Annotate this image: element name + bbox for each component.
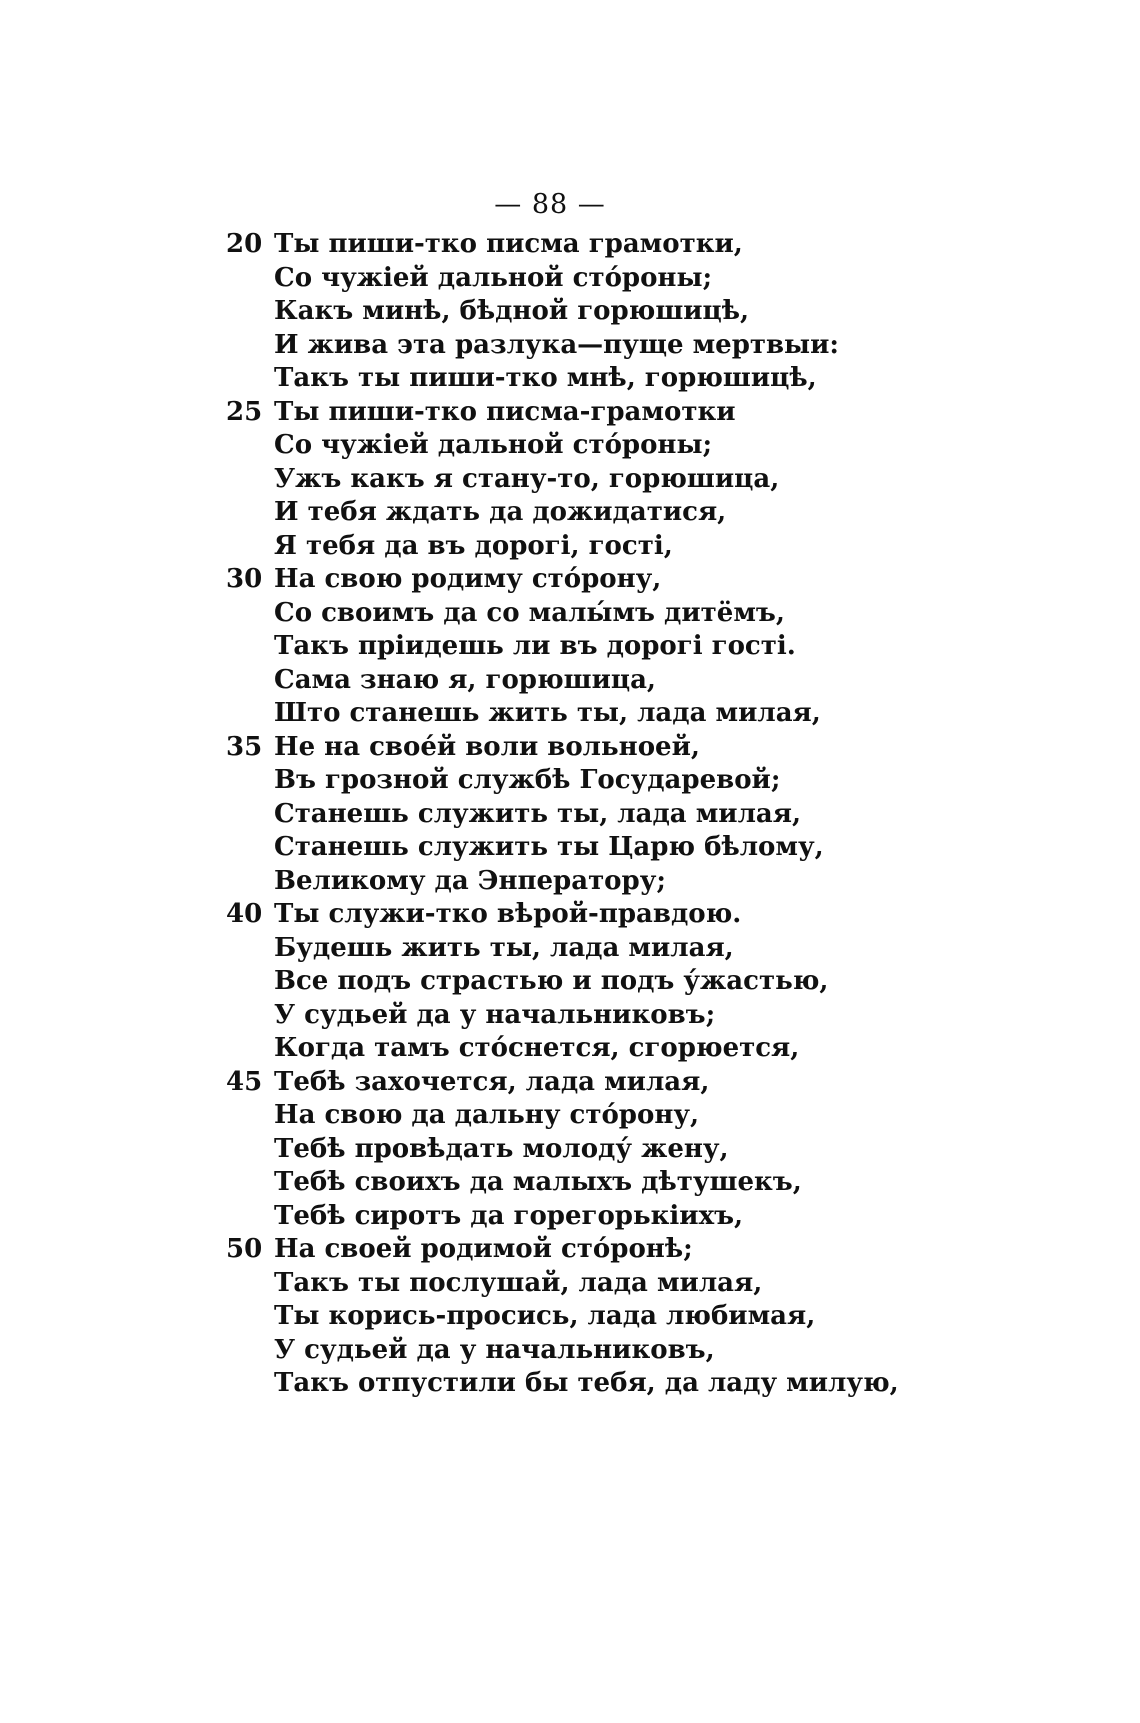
line-text: Такъ ты послушай, лада милая, xyxy=(274,1267,763,1298)
poem-line xyxy=(0,429,1140,463)
poem-line xyxy=(0,1300,1140,1334)
line-text: Ужъ какъ я стану-то, горюшица, xyxy=(274,463,780,494)
poem-line xyxy=(0,295,1140,329)
line-text: Ты корись-просись, лада любимая, xyxy=(274,1301,816,1331)
poem-line xyxy=(0,664,1140,698)
line-text: Великому да Энператору; xyxy=(274,865,666,896)
poem-line xyxy=(0,1200,1140,1234)
line-text: На своей родимой стóронѣ; xyxy=(274,1234,693,1264)
poem-line xyxy=(0,831,1140,865)
line-text: Такъ ты пиши-тко мнѣ, горюшицѣ, xyxy=(274,363,817,393)
poem-line xyxy=(0,496,1140,530)
line-text: Въ грозной службѣ Государевой; xyxy=(274,765,781,795)
line-text: У судьей да у начальниковъ; xyxy=(274,999,716,1030)
line-text: Станешь служить ты, лада милая, xyxy=(274,798,802,829)
poem-line xyxy=(0,630,1140,664)
line-text: Со чужіей дальной стóроны; xyxy=(274,262,713,293)
line-text: Не на своéй воли вольноей, xyxy=(274,731,700,762)
page-number: — 88 — xyxy=(494,189,606,220)
poem-line xyxy=(0,865,1140,899)
line-number: 50 xyxy=(226,1234,263,1264)
poem-line xyxy=(0,1334,1140,1368)
poem-line xyxy=(0,697,1140,731)
poem-line xyxy=(0,362,1140,396)
poem-line xyxy=(0,463,1140,497)
line-text: Со чужіей дальной стóроны; xyxy=(274,430,713,460)
poem-line xyxy=(0,1133,1140,1167)
line-text: Ты пиши-тко писма грамотки, xyxy=(274,229,743,259)
line-text: Такъ пріидешь ли въ дорогі гості. xyxy=(274,631,796,661)
poem-line xyxy=(0,530,1140,564)
poem-line xyxy=(0,999,1140,1033)
line-text: Сама знаю я, горюшица, xyxy=(274,664,656,695)
line-number: 45 xyxy=(226,1066,263,1097)
line-text: У судьей да у начальниковъ, xyxy=(274,1334,715,1365)
line-number: 25 xyxy=(226,396,263,427)
poem-line xyxy=(0,228,1140,262)
poem-line xyxy=(0,1367,1140,1401)
line-text: Все подъ страстью и подъ у́жастью, xyxy=(274,966,829,996)
poem-line xyxy=(0,798,1140,832)
poem-line xyxy=(0,764,1140,798)
line-text: Я тебя да въ дорогі, гості, xyxy=(274,530,673,561)
poem-line xyxy=(0,1066,1140,1100)
poem-line xyxy=(0,262,1140,296)
line-text: Тебѣ провѣдать молоду́ жену, xyxy=(274,1133,729,1164)
line-text: Станешь служить ты Царю бѣлому, xyxy=(274,832,824,862)
line-text: Какъ минѣ, бѣдной горюшицѣ, xyxy=(274,296,750,326)
line-text: Што станешь жить ты, лада милая, xyxy=(274,698,821,728)
line-number: 35 xyxy=(226,731,263,762)
line-text: Когда тамъ стóснется, сгорюется, xyxy=(274,1033,800,1063)
poem-line xyxy=(0,329,1140,363)
poem-text-block xyxy=(0,228,1140,1401)
line-text: Со своимъ да со малы́мъ дитёмъ, xyxy=(274,597,785,628)
line-number: 30 xyxy=(226,564,263,594)
line-text: Ты служи-тко вѣрой-правдою. xyxy=(274,899,742,929)
poem-line xyxy=(0,1166,1140,1200)
line-text: Тебѣ своихъ да малыхъ дѣтушекъ, xyxy=(274,1167,802,1197)
poem-line xyxy=(0,1233,1140,1267)
line-text: Ты пиши-тко писма-грамотки xyxy=(274,396,736,427)
line-text: И тебя ждать да дожидатися, xyxy=(274,497,727,527)
poem-line xyxy=(0,396,1140,430)
line-text: На свою родиму стóрону, xyxy=(274,564,662,594)
poem-line xyxy=(0,1267,1140,1301)
poem-line xyxy=(0,965,1140,999)
poem-line xyxy=(0,1032,1140,1066)
line-text: На свою да дальну стóрону, xyxy=(274,1100,700,1130)
line-text: И жива эта разлука—пуще мертвыи: xyxy=(274,329,840,360)
poem-line xyxy=(0,731,1140,765)
poem-line xyxy=(0,563,1140,597)
poem-line xyxy=(0,1099,1140,1133)
line-number: 20 xyxy=(226,229,263,259)
poem-line xyxy=(0,932,1140,966)
poem-line xyxy=(0,597,1140,631)
line-text: Такъ отпустили бы тебя, да ладу милую, xyxy=(274,1368,899,1398)
line-text: Будешь жить ты, лада милая, xyxy=(274,932,734,963)
line-text: Тебѣ захочется, лада милая, xyxy=(274,1066,710,1097)
poem-line xyxy=(0,898,1140,932)
line-text: Тебѣ сиротъ да горегорькіихъ, xyxy=(274,1200,744,1231)
line-number: 40 xyxy=(226,899,263,929)
